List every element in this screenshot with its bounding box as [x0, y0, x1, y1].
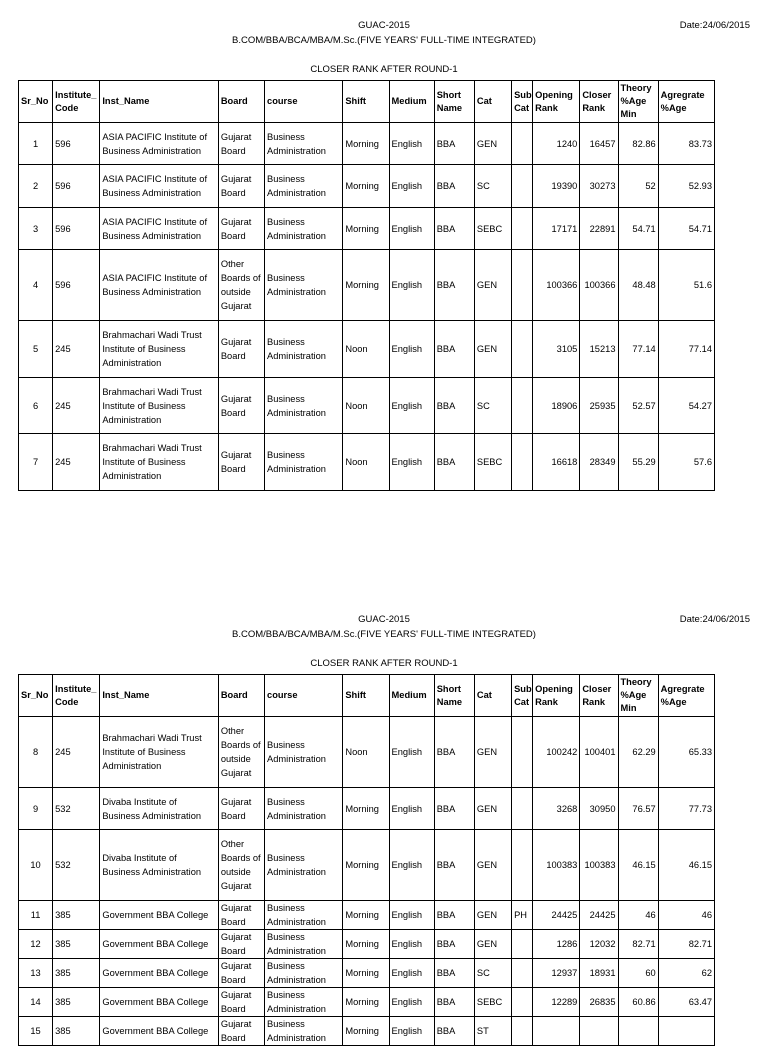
opening-rank-cell: 100242: [533, 717, 580, 788]
table-body-1: [19, 123, 715, 491]
theory-cell: 46.15: [618, 830, 658, 901]
table-header-1: [19, 81, 715, 123]
cat-cell: GEN: [474, 250, 511, 321]
sr-no-cell: 11: [19, 901, 53, 930]
shift-cell: Morning: [343, 165, 389, 208]
short-name-cell: BBA: [434, 378, 474, 434]
medium-cell: English: [389, 901, 434, 930]
shift-cell: Noon: [343, 321, 389, 378]
table-row: [19, 930, 715, 959]
sr-no-cell: 2: [19, 165, 53, 208]
column-header: Sr_No: [19, 675, 53, 717]
closer-rank-cell: 100383: [580, 830, 618, 901]
closer-rank-cell: [580, 1017, 618, 1046]
column-header: Board: [218, 81, 264, 123]
column-header: course: [265, 675, 343, 717]
shift-cell: Morning: [343, 930, 389, 959]
medium-cell: English: [389, 717, 434, 788]
inst-name-cell: ASIA PACIFIC Institute of Business Administration: [100, 165, 219, 208]
board-cell: Other Boards of outside Gujarat: [218, 830, 264, 901]
sr-no-cell: 4: [19, 250, 53, 321]
cat-cell: SEBC: [474, 208, 511, 250]
board-cell: Gujarat Board: [218, 378, 264, 434]
cat-cell: GEN: [474, 830, 511, 901]
column-header: Theory %Age Min: [618, 675, 658, 717]
closer-rank-cell: 24425: [580, 901, 618, 930]
institute-code-cell: 245: [53, 321, 100, 378]
cat-cell: GEN: [474, 930, 511, 959]
theory-cell: 76.57: [618, 788, 658, 830]
opening-rank-cell: 17171: [533, 208, 580, 250]
table-body-2: [19, 717, 715, 1046]
medium-cell: English: [389, 250, 434, 321]
inst-name-cell: Government BBA College: [100, 901, 219, 930]
board-cell: Gujarat Board: [218, 788, 264, 830]
short-name-cell: BBA: [434, 717, 474, 788]
institute-code-cell: 245: [53, 717, 100, 788]
sub-cat-cell: [512, 988, 533, 1017]
short-name-cell: BBA: [434, 250, 474, 321]
column-header: Cat: [474, 81, 511, 123]
board-cell: Gujarat Board: [218, 208, 264, 250]
short-name-cell: BBA: [434, 901, 474, 930]
column-header: Board: [218, 675, 264, 717]
course-cell: Business Administration: [265, 1017, 343, 1046]
short-name-cell: BBA: [434, 1017, 474, 1046]
column-header: Agregrate %Age: [658, 675, 714, 717]
shift-cell: Morning: [343, 788, 389, 830]
cat-cell: SC: [474, 959, 511, 988]
aggregate-cell: [658, 1017, 714, 1046]
sub-cat-cell: [512, 123, 533, 165]
board-cell: Other Boards of outside Gujarat: [218, 717, 264, 788]
institute-code-cell: 385: [53, 901, 100, 930]
sub-cat-cell: [512, 959, 533, 988]
opening-rank-cell: 1286: [533, 930, 580, 959]
inst-name-cell: Government BBA College: [100, 1017, 219, 1046]
course-cell: Business Administration: [265, 123, 343, 165]
column-header: Short Name: [434, 675, 474, 717]
institute-code-cell: 596: [53, 123, 100, 165]
short-name-cell: BBA: [434, 434, 474, 491]
institute-code-cell: 385: [53, 959, 100, 988]
opening-rank-cell: 18906: [533, 378, 580, 434]
theory-cell: 60.86: [618, 988, 658, 1017]
opening-rank-cell: [533, 1017, 580, 1046]
aggregate-cell: 83.73: [658, 123, 714, 165]
medium-cell: English: [389, 165, 434, 208]
short-name-cell: BBA: [434, 123, 474, 165]
closer-rank-cell: 26835: [580, 988, 618, 1017]
aggregate-cell: 46.15: [658, 830, 714, 901]
inst-name-cell: Government BBA College: [100, 959, 219, 988]
closer-rank-cell: 15213: [580, 321, 618, 378]
sr-no-cell: 9: [19, 788, 53, 830]
theory-cell: 55.29: [618, 434, 658, 491]
theory-cell: 77.14: [618, 321, 658, 378]
column-header: Opening Rank: [533, 675, 580, 717]
short-name-cell: BBA: [434, 788, 474, 830]
medium-cell: English: [389, 988, 434, 1017]
institute-code-cell: 245: [53, 378, 100, 434]
inst-name-cell: Brahmachari Wadi Trust Institute of Business Administration: [100, 321, 219, 378]
shift-cell: Morning: [343, 250, 389, 321]
sub-cat-cell: [512, 208, 533, 250]
column-header: Closer Rank: [580, 675, 618, 717]
cat-cell: SC: [474, 378, 511, 434]
column-header: Medium: [389, 675, 434, 717]
table-row: [19, 165, 715, 208]
table-row: [19, 901, 715, 930]
column-header: Agregrate %Age: [658, 81, 714, 123]
shift-cell: Morning: [343, 959, 389, 988]
aggregate-cell: 77.73: [658, 788, 714, 830]
closer-rank-cell: 25935: [580, 378, 618, 434]
board-cell: Gujarat Board: [218, 959, 264, 988]
inst-name-cell: Brahmachari Wadi Trust Institute of Business Administration: [100, 378, 219, 434]
institute-code-cell: 385: [53, 1017, 100, 1046]
column-header: Shift: [343, 675, 389, 717]
column-header: Shift: [343, 81, 389, 123]
header-date-2: Date:24/06/2015: [679, 614, 750, 625]
institute-code-cell: 245: [53, 434, 100, 491]
shift-cell: Noon: [343, 434, 389, 491]
table-row: [19, 717, 715, 788]
board-cell: Gujarat Board: [218, 165, 264, 208]
inst-name-cell: Divaba Institute of Business Administration: [100, 788, 219, 830]
column-header: Opening Rank: [533, 81, 580, 123]
sub-cat-cell: [512, 250, 533, 321]
inst-name-cell: Brahmachari Wadi Trust Institute of Business Administration: [100, 717, 219, 788]
course-cell: Business Administration: [265, 717, 343, 788]
course-cell: Business Administration: [265, 208, 343, 250]
table-row: [19, 959, 715, 988]
aggregate-cell: 54.71: [658, 208, 714, 250]
shift-cell: Morning: [343, 830, 389, 901]
column-header: Inst_Name: [100, 675, 219, 717]
sub-cat-cell: [512, 378, 533, 434]
opening-rank-cell: 1240: [533, 123, 580, 165]
medium-cell: English: [389, 830, 434, 901]
course-cell: Business Administration: [265, 434, 343, 491]
sub-cat-cell: [512, 165, 533, 208]
table-row: [19, 788, 715, 830]
short-name-cell: BBA: [434, 959, 474, 988]
theory-cell: [618, 1017, 658, 1046]
column-header: Inst_Name: [100, 81, 219, 123]
short-name-cell: BBA: [434, 930, 474, 959]
institute-code-cell: 596: [53, 250, 100, 321]
shift-cell: Morning: [343, 1017, 389, 1046]
course-cell: Business Administration: [265, 988, 343, 1017]
inst-name-cell: Divaba Institute of Business Administration: [100, 830, 219, 901]
sub-cat-cell: [512, 434, 533, 491]
short-name-cell: BBA: [434, 830, 474, 901]
opening-rank-cell: 19390: [533, 165, 580, 208]
closer-rank-cell: 28349: [580, 434, 618, 491]
cat-cell: GEN: [474, 123, 511, 165]
shift-cell: Noon: [343, 717, 389, 788]
board-cell: Other Boards of outside Gujarat: [218, 250, 264, 321]
institute-code-cell: 532: [53, 830, 100, 901]
table-header-2: [19, 675, 715, 717]
board-cell: Gujarat Board: [218, 123, 264, 165]
course-cell: Business Administration: [265, 901, 343, 930]
closer-rank-cell: 30950: [580, 788, 618, 830]
table-row: [19, 321, 715, 378]
medium-cell: English: [389, 1017, 434, 1046]
sr-no-cell: 6: [19, 378, 53, 434]
course-cell: Business Administration: [265, 378, 343, 434]
sr-no-cell: 3: [19, 208, 53, 250]
table-row: [19, 830, 715, 901]
column-header: Institute_ Code: [53, 675, 100, 717]
column-header: Short Name: [434, 81, 474, 123]
aggregate-cell: 52.93: [658, 165, 714, 208]
sub-cat-cell: PH: [512, 901, 533, 930]
sub-cat-cell: [512, 930, 533, 959]
medium-cell: English: [389, 930, 434, 959]
institute-code-cell: 596: [53, 165, 100, 208]
cat-cell: GEN: [474, 717, 511, 788]
medium-cell: English: [389, 123, 434, 165]
course-cell: Business Administration: [265, 788, 343, 830]
course-cell: Business Administration: [265, 930, 343, 959]
column-header: Cat: [474, 675, 511, 717]
medium-cell: English: [389, 434, 434, 491]
opening-rank-cell: 3268: [533, 788, 580, 830]
sr-no-cell: 14: [19, 988, 53, 1017]
column-header: Closer Rank: [580, 81, 618, 123]
inst-name-cell: Government BBA College: [100, 988, 219, 1017]
short-name-cell: BBA: [434, 321, 474, 378]
column-header: Institute_ Code: [53, 81, 100, 123]
opening-rank-cell: 100366: [533, 250, 580, 321]
column-header: Sr_No: [19, 81, 53, 123]
rank-table-page-1: [18, 80, 715, 491]
sub-cat-cell: [512, 1017, 533, 1046]
cat-cell: SEBC: [474, 434, 511, 491]
medium-cell: English: [389, 788, 434, 830]
inst-name-cell: ASIA PACIFIC Institute of Business Administration: [100, 208, 219, 250]
board-cell: Gujarat Board: [218, 1017, 264, 1046]
table-row: [19, 123, 715, 165]
institute-code-cell: 532: [53, 788, 100, 830]
board-cell: Gujarat Board: [218, 930, 264, 959]
header-program: B.COM/BBA/BCA/MBA/M.Sc.(FIVE YEARS' FULL-TIME INTEGRATED): [232, 35, 536, 46]
board-cell: Gujarat Board: [218, 988, 264, 1017]
aggregate-cell: 57.6: [658, 434, 714, 491]
aggregate-cell: 62: [658, 959, 714, 988]
column-header: Medium: [389, 81, 434, 123]
page-1: [0, 0, 768, 500]
cat-cell: ST: [474, 1017, 511, 1046]
header-subtitle: CLOSER RANK AFTER ROUND-1: [310, 64, 458, 75]
sr-no-cell: 15: [19, 1017, 53, 1046]
aggregate-cell: 54.27: [658, 378, 714, 434]
rank-table-page-2: [18, 674, 715, 1046]
sr-no-cell: 13: [19, 959, 53, 988]
closer-rank-cell: 100366: [580, 250, 618, 321]
institute-code-cell: 596: [53, 208, 100, 250]
header-org-2: GUAC-2015: [358, 614, 410, 625]
aggregate-cell: 46: [658, 901, 714, 930]
medium-cell: English: [389, 959, 434, 988]
table-row: [19, 434, 715, 491]
sr-no-cell: 7: [19, 434, 53, 491]
theory-cell: 46: [618, 901, 658, 930]
sr-no-cell: 5: [19, 321, 53, 378]
aggregate-cell: 63.47: [658, 988, 714, 1017]
cat-cell: SC: [474, 165, 511, 208]
shift-cell: Noon: [343, 378, 389, 434]
aggregate-cell: 65.33: [658, 717, 714, 788]
shift-cell: Morning: [343, 988, 389, 1017]
table-row: [19, 988, 715, 1017]
header-org: GUAC-2015: [358, 20, 410, 31]
opening-rank-cell: 24425: [533, 901, 580, 930]
opening-rank-cell: 100383: [533, 830, 580, 901]
table-row: [19, 208, 715, 250]
aggregate-cell: 82.71: [658, 930, 714, 959]
short-name-cell: BBA: [434, 165, 474, 208]
sr-no-cell: 8: [19, 717, 53, 788]
inst-name-cell: Government BBA College: [100, 930, 219, 959]
medium-cell: English: [389, 378, 434, 434]
column-header: Theory %Age Min: [618, 81, 658, 123]
sr-no-cell: 1: [19, 123, 53, 165]
institute-code-cell: 385: [53, 988, 100, 1017]
shift-cell: Morning: [343, 208, 389, 250]
closer-rank-cell: 100401: [580, 717, 618, 788]
shift-cell: Morning: [343, 123, 389, 165]
institute-code-cell: 385: [53, 930, 100, 959]
sub-cat-cell: [512, 830, 533, 901]
theory-cell: 52: [618, 165, 658, 208]
board-cell: Gujarat Board: [218, 901, 264, 930]
theory-cell: 52.57: [618, 378, 658, 434]
course-cell: Business Administration: [265, 321, 343, 378]
cat-cell: SEBC: [474, 988, 511, 1017]
theory-cell: 82.86: [618, 123, 658, 165]
aggregate-cell: 77.14: [658, 321, 714, 378]
course-cell: Business Administration: [265, 959, 343, 988]
sub-cat-cell: [512, 717, 533, 788]
sr-no-cell: 12: [19, 930, 53, 959]
sub-cat-cell: [512, 788, 533, 830]
cat-cell: GEN: [474, 788, 511, 830]
theory-cell: 54.71: [618, 208, 658, 250]
medium-cell: English: [389, 208, 434, 250]
table-row: [19, 378, 715, 434]
board-cell: Gujarat Board: [218, 434, 264, 491]
course-cell: Business Administration: [265, 165, 343, 208]
theory-cell: 82.71: [618, 930, 658, 959]
closer-rank-cell: 16457: [580, 123, 618, 165]
theory-cell: 48.48: [618, 250, 658, 321]
medium-cell: English: [389, 321, 434, 378]
short-name-cell: BBA: [434, 208, 474, 250]
header-date: Date:24/06/2015: [679, 20, 750, 31]
opening-rank-cell: 12937: [533, 959, 580, 988]
column-header: course: [265, 81, 343, 123]
inst-name-cell: ASIA PACIFIC Institute of Business Administration: [100, 123, 219, 165]
column-header: Sub Cat: [512, 675, 533, 717]
opening-rank-cell: 3105: [533, 321, 580, 378]
shift-cell: Morning: [343, 901, 389, 930]
header-program-2: B.COM/BBA/BCA/MBA/M.Sc.(FIVE YEARS' FULL-TIME INTEGRATED): [232, 629, 536, 640]
theory-cell: 62.29: [618, 717, 658, 788]
aggregate-cell: 51.6: [658, 250, 714, 321]
board-cell: Gujarat Board: [218, 321, 264, 378]
theory-cell: 60: [618, 959, 658, 988]
closer-rank-cell: 22891: [580, 208, 618, 250]
sub-cat-cell: [512, 321, 533, 378]
table-row: [19, 250, 715, 321]
short-name-cell: BBA: [434, 988, 474, 1017]
page-2: [0, 594, 768, 1043]
closer-rank-cell: 12032: [580, 930, 618, 959]
cat-cell: GEN: [474, 321, 511, 378]
header-subtitle-2: CLOSER RANK AFTER ROUND-1: [310, 658, 458, 669]
course-cell: Business Administration: [265, 830, 343, 901]
closer-rank-cell: 30273: [580, 165, 618, 208]
closer-rank-cell: 18931: [580, 959, 618, 988]
opening-rank-cell: 16618: [533, 434, 580, 491]
sr-no-cell: 10: [19, 830, 53, 901]
opening-rank-cell: 12289: [533, 988, 580, 1017]
inst-name-cell: Brahmachari Wadi Trust Institute of Business Administration: [100, 434, 219, 491]
inst-name-cell: ASIA PACIFIC Institute of Business Administration: [100, 250, 219, 321]
cat-cell: GEN: [474, 901, 511, 930]
column-header: Sub Cat: [512, 81, 533, 123]
course-cell: Business Administration: [265, 250, 343, 321]
table-row: [19, 1017, 715, 1046]
